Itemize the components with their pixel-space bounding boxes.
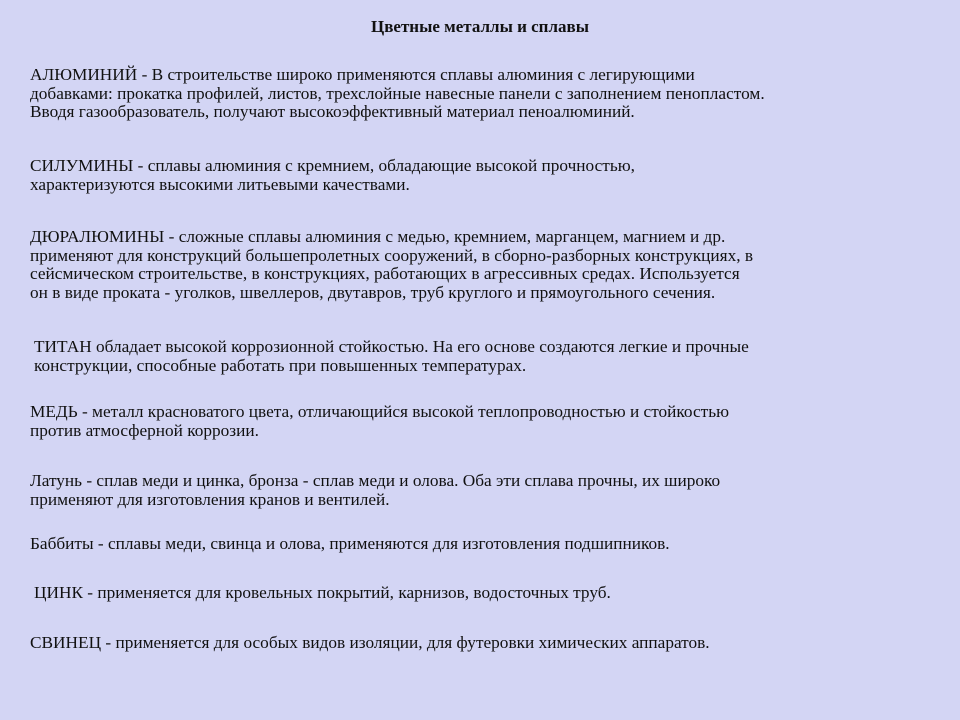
paragraph-duralumins <box>30 228 940 302</box>
paragraph-line: Латунь - сплав меди и цинка, бронза - сплав меди и олова. Оба эти сплава прочны, их широко <box>30 471 721 490</box>
paragraph-silumins <box>30 157 940 194</box>
paragraph-line: против атмосферной коррозии. <box>30 420 259 440</box>
paragraph-line: сейсмическом строительстве, в конструкциях, работающих в агрессивных средах. Используется <box>30 264 740 283</box>
paragraph-brass-bronze <box>30 472 940 509</box>
paragraph-line: характеризуются высокими литьевыми качествами. <box>30 174 410 194</box>
paragraph-line: ЦИНК - применяется для кровельных покрытий, карнизов, водосточных труб. <box>34 583 611 602</box>
paragraph-line: ТИТАН обладает высокой коррозионной стойкостью. На его основе создаются легкие и прочные <box>34 337 749 356</box>
paragraph-line: СВИНЕЦ - применяется для особых видов изоляции, для футеровки химических аппаратов. <box>30 633 710 652</box>
paragraph-line: добавками: прокатка профилей, листов, трехслойные навесные панели с заполнением пенопластом. <box>30 83 765 103</box>
paragraph-line: Вводя газообразователь, получают высокоэффективный материал пеноалюминий. <box>30 102 635 121</box>
paragraph-line: применяют для конструкций большепролетных сооружений, в сборно-разборных конструкциях, в <box>30 245 754 265</box>
paragraph-aluminium <box>30 66 940 122</box>
paragraph-line: МЕДЬ - металл красноватого цвета, отличающийся высокой теплопроводностью и стойкостью <box>30 402 730 421</box>
paragraph-copper <box>30 403 940 440</box>
slide-title: Цветные металлы и сплавы <box>371 17 589 36</box>
paragraph-line: СИЛУМИНЫ - сплавы алюминия с кремнием, обладающие высокой прочностью, <box>30 156 635 175</box>
paragraph-line: ДЮРАЛЮМИНЫ - сложные сплавы алюминия с медью, кремнием, марганцем, магнием и др. <box>30 227 726 246</box>
paragraph-lead <box>30 634 940 653</box>
paragraph-titanium <box>34 338 944 375</box>
paragraph-line: он в виде проката - уголков, швеллеров, двутавров, труб круглого и прямоугольного сечения. <box>30 282 716 302</box>
paragraph-line: применяют для изготовления кранов и вентилей. <box>30 489 390 509</box>
paragraph-zinc <box>34 584 944 603</box>
paragraph-line: конструкции, способные работать при повышенных температурах. <box>34 355 527 375</box>
paragraph-babbitt <box>30 535 940 554</box>
paragraph-line: АЛЮМИНИЙ - В строительстве широко применяются сплавы алюминия с легирующими <box>30 65 695 84</box>
paragraph-line: Баббиты - сплавы меди, свинца и олова, применяются для изготовления подшипников. <box>30 534 670 553</box>
